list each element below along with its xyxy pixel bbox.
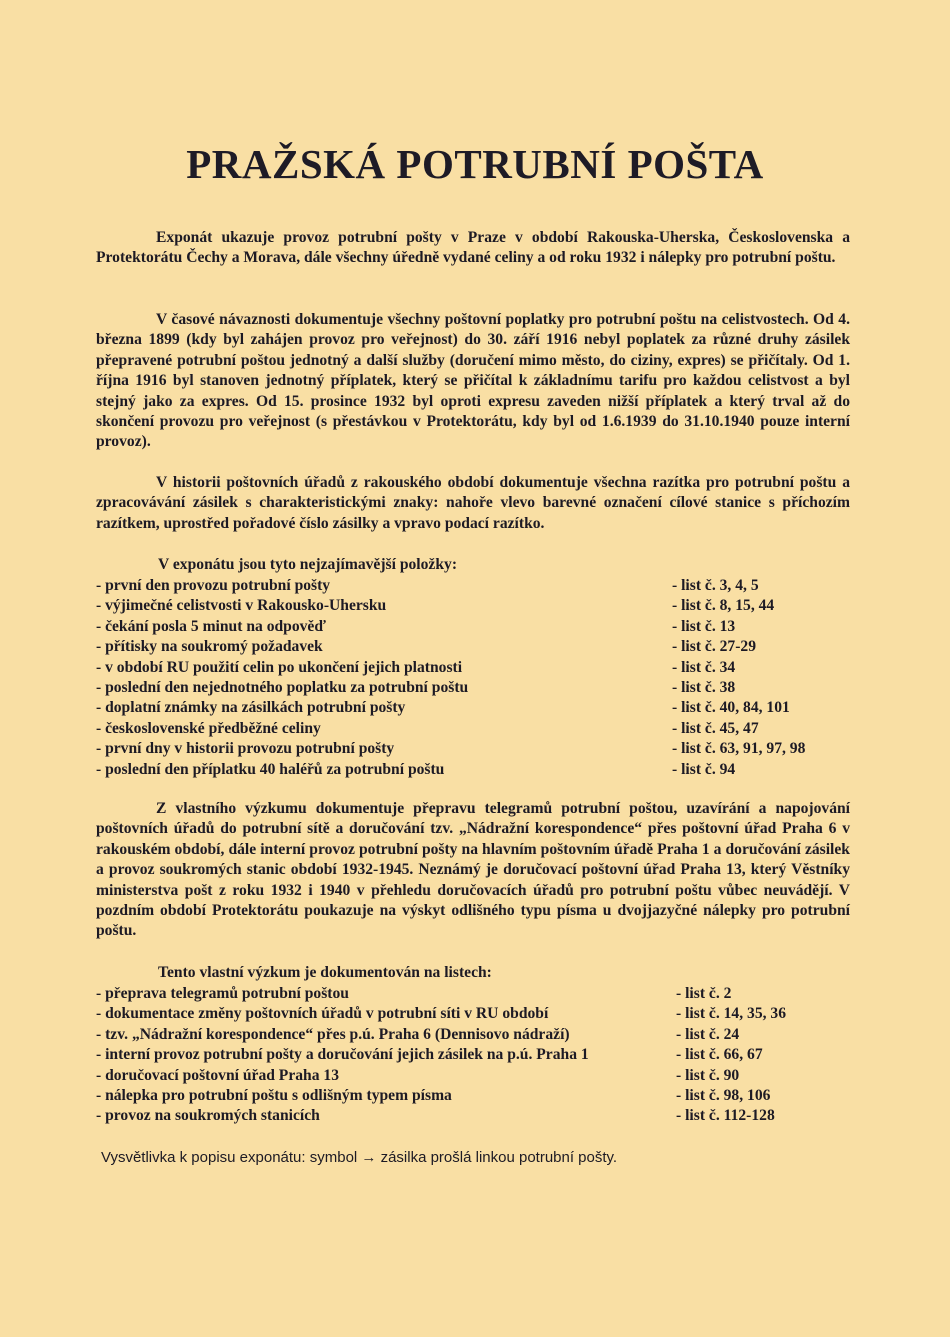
list-item	[96, 1004, 856, 1024]
list-item-label: - nálepka pro potrubní poštu s odlišným typem písma	[96, 1086, 452, 1104]
list-item	[96, 658, 856, 678]
list-item	[96, 637, 856, 657]
list-item-label: - čekání posla 5 minut na odpověď	[96, 617, 326, 635]
list-item-label: - doplatní známky na zásilkách potrubní pošty	[96, 699, 406, 717]
list-item-ref: - list č. 3, 4, 5	[672, 577, 759, 594]
list-item-ref: - list č. 8, 15, 44	[672, 597, 775, 615]
fees-paragraph: V časové návaznosti dokumentuje všechny poštovní poplatky pro potrubní poštu na celistvostech. Od 4. března 1899 (kdy byl zahájen provoz pro veřejnost) do 30. září 1916 nebyl poplatek za různé druhy zásilek přepravené potrubní poštou jednotný a další služby (doručení mimo město, do ciziny, expres) se přičítaly. Od 1. října 1916 byl stanoven jednotný příplatek, který se přičítal k základnímu tarifu pro každou celistvost a byl stejný jako za expres. Od 15. prosince 1932 byl oproti expresu zaveden nižší příplatek a který trval až do skončení provozu pro veřejnost (s přestávkou v Protektorátu, kdy byl od 1.6.1939 do 31.10.1940 pouze interní provoz).	[96, 311, 850, 451]
list-item-ref: - list č. 14, 35, 36	[676, 1005, 787, 1023]
highlights-heading: V exponátu jsou tyto nejzajímavější položky:	[158, 556, 458, 573]
list-item	[96, 1066, 856, 1086]
list-item	[96, 678, 856, 698]
list-item-label: - první den provozu potrubní pošty	[96, 577, 331, 594]
list-item	[96, 617, 856, 637]
list-item	[96, 576, 856, 596]
list-item-ref: - list č. 13	[672, 617, 736, 635]
list-item-ref: - list č. 38	[672, 678, 736, 696]
list-item	[96, 760, 856, 780]
list-item-ref: - list č. 34	[672, 658, 736, 676]
research-list	[96, 984, 856, 1127]
list-item-label: - dokumentace změny poštovních úřadů v potrubní síti v RU období	[96, 1005, 549, 1023]
postmarks-paragraph: V historii poštovních úřadů z rakouského období dokumentuje všechna razítka pro potrubní poštu a zpracovávání zásilek s charakteristickými znaky: nahoře vlevo barevné označení cílové stanice s příchozím razítkem, uprostřed pořadové číslo zásilky a vpravo podací razítko.	[96, 474, 850, 532]
list-item	[96, 1045, 856, 1065]
list-item-label: - poslední den příplatku 40 haléřů za potrubní poštu	[96, 760, 445, 778]
list-item	[96, 698, 856, 718]
list-item-ref: - list č. 45, 47	[672, 719, 759, 737]
list-item-label: - první dny v historii provozu potrubní pošty	[96, 740, 395, 758]
list-item-label: - výjimečné celistvosti v Rakousko-Uhersku	[96, 597, 387, 615]
list-item-label: - poslední den nejednotného poplatku za potrubní poštu	[96, 678, 469, 696]
list-item-ref: - list č. 112-128	[676, 1107, 775, 1125]
list-item	[96, 739, 856, 759]
list-item-ref: - list č. 2	[676, 985, 732, 1002]
list-item-label: - československé předběžné celiny	[96, 719, 321, 737]
highlights-list	[96, 576, 856, 780]
list-item-ref: - list č. 40, 84, 101	[672, 699, 790, 717]
list-item-ref: - list č. 24	[676, 1025, 740, 1043]
list-item-label: - přeprava telegramů potrubní poštou	[96, 985, 349, 1002]
list-item-label: - přítisky na soukromý požadavek	[96, 638, 323, 656]
list-item-label: - tzv. „Nádražní korespondence“ přes p.ú. Praha 6 (Dennisovo nádraží)	[96, 1025, 570, 1043]
research-heading: Tento vlastní výzkum je dokumentován na listech:	[158, 964, 492, 981]
legend-note: Vysvětlivka k popisu exponátu: symbol → zásilka prošlá linkou potrubní pošty.	[101, 1149, 618, 1166]
intro-paragraph: Exponát ukazuje provoz potrubní pošty v Praze v období Rakouska-Uherska, Československa a Protektorátu Čechy a Morava, dále všechny úředně vydané celiny a od roku 1932 i nálepky pro potrubní poštu.	[96, 229, 850, 267]
list-item-label: - provoz na soukromých stanicích	[96, 1107, 320, 1125]
list-item-ref: - list č. 27-29	[672, 638, 757, 656]
list-item-ref: - list č. 90	[676, 1066, 740, 1084]
list-item	[96, 1106, 856, 1126]
page-title: PRAŽSKÁ POTRUBNÍ POŠTA	[186, 141, 764, 187]
list-item	[96, 719, 856, 739]
list-item-ref: - list č. 98, 106	[676, 1086, 771, 1104]
list-item-ref: - list č. 94	[672, 760, 736, 778]
list-item-label: - interní provoz potrubní pošty a doručování jejich zásilek na p.ú. Praha 1	[96, 1046, 589, 1064]
list-item	[96, 984, 856, 1004]
list-item-ref: - list č. 63, 91, 97, 98	[672, 740, 806, 758]
list-item-label: - doručovací poštovní úřad Praha 13	[96, 1066, 340, 1084]
list-item-ref: - list č. 66, 67	[676, 1046, 763, 1064]
research-paragraph: Z vlastního výzkumu dokumentuje přepravu telegramů potrubní poštou, uzavírání a napojování poštovních úřadů do potrubní sítě a doručování tzv. „Nádražní korespondence“ přes poštovní úřad Praha 6 v rakouském období, dále interní provoz potrubní pošty na hlavním poštovním úřadě Praha 1 a doručování zásilek a provoz soukromých stanic období 1932-1945. Neznámý je doručovací poštovní úřad Praha 13, který Věstníky ministerstva pošt z roku 1932 i 1940 v přehledu doručovacích úřadů pro potrubní poštu vůbec neuvádějí. V pozdním období Protektorátu poukazuje na výskyt odlišného typu písma u dvojjazyčné nálepky pro potrubní poštu.	[96, 800, 850, 940]
list-item	[96, 596, 856, 616]
list-item	[96, 1086, 856, 1106]
list-item	[96, 1025, 856, 1045]
list-item-label: - v období RU použití celin po ukončení jejich platnosti	[96, 658, 463, 676]
